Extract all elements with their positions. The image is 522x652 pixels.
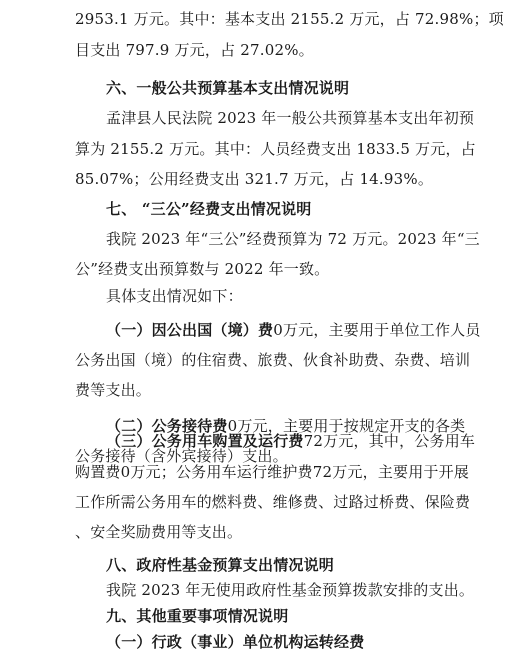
item-label-vehicles: （三）公务用车购置及运行费: [106, 432, 304, 450]
item-label-reception: （二）公务接待费: [106, 417, 228, 435]
item-text-reception: 0万元，主要用于按规定开支的各类: [227, 417, 466, 435]
paragraph-line: 算为 2155.2 万元。其中：人员经费支出 1833.5 万元，占: [75, 140, 476, 158]
paragraph-line: 目支出 797.9 万元，占 27.02%。: [75, 41, 314, 59]
subsection-heading-operating-funds: （一）行政（事业）单位机构运转经费: [106, 633, 365, 651]
paragraph-line: 孟津县人民法院 2023 年一般公共预算基本支出年初预: [106, 109, 475, 127]
paragraph-line: 工作所需公务用车的燃料费、维修费、过路过桥费、保险费: [75, 493, 471, 511]
paragraph-line: 我院 2023 年无使用政府性基金预算拨款安排的支出。: [106, 581, 475, 599]
section-heading-7: 七、 “三公”经费支出情况说明: [106, 200, 312, 218]
paragraph-line-travel-abroad: [106, 320, 481, 340]
paragraph-line: 具体支出情况如下：: [106, 287, 243, 305]
section-heading-9: 九、其他重要事项情况说明: [106, 607, 289, 625]
paragraph-line: 85.07%；公用经费支出 321.7 万元，占 14.93%。: [75, 170, 434, 188]
section-heading-6: 六、一般公共预算基本支出情况说明: [106, 79, 350, 97]
item-text-travel-abroad: 0万元，主要用于单位工作人员: [273, 321, 481, 339]
item-text-vehicles: 72万元，其中，公务用车: [303, 432, 476, 450]
paragraph-line: 2953.1 万元。其中：基本支出 2155.2 万元，占 72.98%；项: [75, 10, 504, 28]
paragraph-line: 费等支出。: [75, 381, 152, 399]
paragraph-line: 公”经费支出预算数与 2022 年一致。: [75, 260, 330, 278]
paragraph-line: 我院 2023 年“三公”经费预算为 72 万元。2023 年“三: [106, 230, 480, 248]
paragraph-line-vehicles: [106, 431, 475, 451]
section-heading-8: 八、政府性基金预算支出情况说明: [106, 556, 335, 574]
paragraph-line: 公务出国（境）的住宿费、旅费、伙食补助费、杂费、培训: [75, 351, 471, 369]
paragraph-line: 、安全奖励费用等支出。: [75, 523, 243, 541]
item-label-travel-abroad: （一）因公出国（境）费: [106, 321, 274, 339]
paragraph-line: 公务接待（含外宾接待）支出。: [75, 447, 288, 465]
paragraph-line: 购置费0万元；公务用车运行维护费72万元，主要用于开展: [75, 463, 470, 481]
